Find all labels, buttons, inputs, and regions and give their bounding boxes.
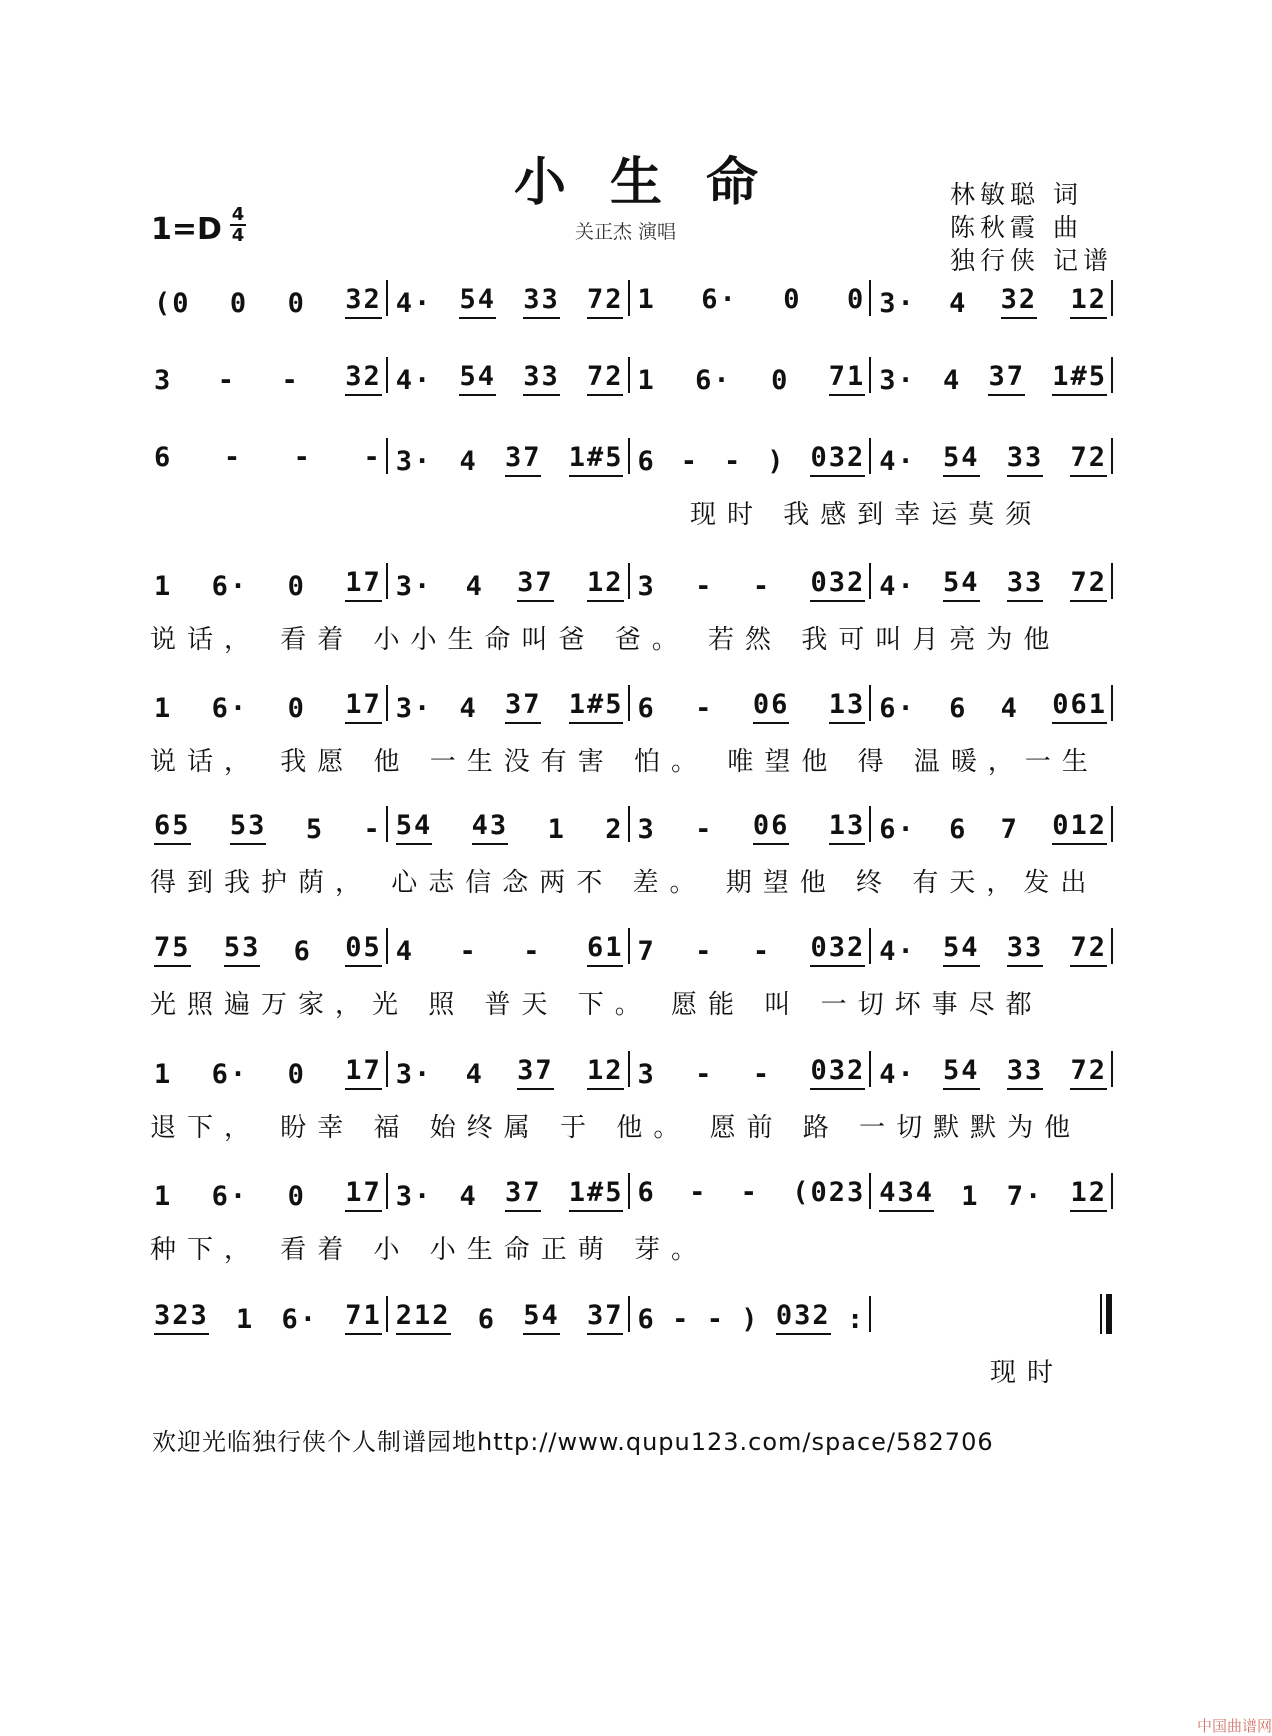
note-group: - [223,442,243,473]
bar-line [869,563,871,599]
bar-line [1111,1173,1113,1209]
note-group: - [695,936,714,967]
note-group: 0 [287,571,306,602]
measure [396,1300,624,1335]
note-group: 6· [211,571,249,602]
measure [396,284,624,319]
note-group: 37 [517,1055,554,1090]
bar-line [386,1173,388,1209]
note-group: ) [741,1304,760,1335]
note-group: 1#5 [569,689,624,724]
note-group: 1 [154,1181,173,1212]
composer-credit: 陈秋霞 曲 [950,213,1083,242]
note-group: 43 [472,810,509,845]
note-group: 65 [154,810,191,845]
note-group: 33 [523,284,560,319]
time-denominator: 4 [231,225,245,246]
note-group: 72 [587,284,624,319]
time-signature [228,205,248,245]
measure [638,284,866,315]
note-group: 012 [1052,810,1107,845]
note-group: 17 [345,567,382,602]
note-group: 37 [505,1177,542,1212]
score-title: 小生命 [513,152,802,213]
note-group: 4 [459,693,478,724]
bar-line [628,563,630,599]
measure [396,810,624,845]
note-group: 3· [879,288,916,319]
final-barline-thin [1100,1294,1102,1334]
bar-line [386,1296,388,1332]
note-group: - [695,1059,714,1090]
note-group: 4· [879,1059,916,1090]
bar-line [628,280,630,316]
bar-line [628,685,630,721]
measure [638,567,866,602]
note-group: 6· [695,365,732,396]
measure [638,1300,866,1335]
note-group: 323 [154,1300,209,1335]
note-group: 3 [637,1059,656,1090]
note-group: 0 [287,1181,306,1212]
note-group: 12 [587,567,624,602]
bar-line [869,1051,871,1087]
bar-line [386,357,388,393]
singer-credit: 关正杰 演唱 [575,221,677,243]
note-group: - [695,814,714,845]
bar-line [1111,685,1113,721]
note-group: 0 [771,365,790,396]
measure [638,361,866,396]
note-group: 54 [459,284,496,319]
measure [879,1177,1107,1212]
note-group: 0 [287,1059,306,1090]
site-watermark: 中国曲谱网 [1196,1717,1272,1735]
note-group: 37 [587,1300,624,1335]
lyricist-credit: 林敏聪 词 [950,180,1083,209]
note-group: 6· [211,1181,249,1212]
note-group: 0 [229,288,249,319]
note-group: 1#5 [1052,361,1107,396]
note-group: 33 [1007,1055,1044,1090]
note-group: 3 [637,814,656,845]
measure [638,1055,866,1090]
note-group: 6· [879,814,916,845]
note-group: (023 [792,1177,866,1208]
note-group: 1#5 [569,1177,624,1212]
bar-line [386,563,388,599]
bar-line [628,1173,630,1209]
note-group: 1 [547,814,566,845]
note-group: 6 [949,693,968,724]
note-group: 33 [1007,442,1044,477]
note-group: 1 [961,1181,980,1212]
note-group: 4 [395,936,415,967]
measure [638,442,866,477]
note-group: 05 [345,932,382,967]
lyric-line: 退下， 盼幸 福 始终属 于 他。 愿前 路 一切默默为他 [150,1113,1082,1143]
note-group: 71 [829,361,866,396]
measure [396,567,624,602]
note-group: 32 [345,284,382,319]
note-group: 4· [879,571,916,602]
note-group: 0 [287,693,306,724]
bar-line [628,806,630,842]
note-group: 2 [605,814,624,845]
measure [638,932,866,967]
measure [396,689,624,724]
note-group: - [723,446,743,477]
measure [879,567,1107,602]
note-group: 12 [587,1055,624,1090]
note-group: 32 [345,361,382,396]
measure [396,442,624,477]
measure [879,442,1107,477]
measure [638,689,866,724]
measure [154,689,382,724]
note-group: 37 [505,689,542,724]
bar-line [628,357,630,393]
note-group: 4· [395,365,433,396]
note-group: 3· [395,446,433,477]
note-group: 6 [293,936,312,967]
note-group: 0 [287,288,306,319]
note-group: - [680,446,699,477]
note-group: 1 [154,693,173,724]
note-group: 12 [1070,284,1107,319]
note-group: 54 [943,932,980,967]
note-group: : [846,1304,866,1335]
note-group: 3· [395,1181,433,1212]
note-group: 0 [783,284,802,315]
note-group: 54 [943,1055,980,1090]
note-group: 061 [1052,689,1107,724]
measure [396,1177,624,1212]
bar-line [386,438,388,474]
note-group: 54 [943,442,980,477]
note-group: 6· [211,693,249,724]
measure [638,810,866,845]
note-group: 13 [829,810,866,845]
note-group: 6 [637,446,656,477]
note-group: 1 [236,1304,255,1335]
note-group: 032 [810,442,865,477]
note-group: 54 [459,361,496,396]
note-group: - [752,1059,772,1090]
bar-line [386,685,388,721]
note-group: - [752,571,772,602]
note-group: 53 [224,932,261,967]
measure [154,361,382,396]
bar-line [1111,357,1113,393]
note-group: 7· [1006,1181,1044,1212]
note-group: 17 [345,689,382,724]
note-group: 12 [1070,1177,1107,1212]
footer-link-text[interactable]: 欢迎光临独行侠个人制谱园地http://www.qupu123.com/space/582706 [152,1428,994,1456]
note-group: - [695,693,714,724]
note-group: 3· [395,693,433,724]
note-group: 6· [211,1059,249,1090]
note-group: 6· [281,1304,318,1335]
measure [879,361,1107,396]
note-group: 4 [949,288,968,319]
note-group: 13 [829,689,866,724]
bar-line [1111,1051,1113,1087]
note-group: 72 [1070,567,1107,602]
measure [879,284,1107,319]
note-group: 1 [154,1059,173,1090]
note-group: 3 [637,571,656,602]
note-group: 33 [1007,567,1044,602]
note-group: 032 [810,567,865,602]
bar-line [869,280,871,316]
bar-line [386,928,388,964]
bar-line [628,438,630,474]
bar-line [1111,928,1113,964]
note-group: 4 [459,446,478,477]
bar-line [1111,806,1113,842]
note-group: 6 [154,442,173,473]
measure [154,442,382,473]
note-group: 5 [305,814,325,845]
lyric-line: 现时 我感到幸运莫须 [690,500,1043,530]
note-group: - [740,1177,759,1208]
measure [154,1300,382,1335]
bar-line [628,928,630,964]
lyric-line: 得到我护荫， 心志信念两不 差。 期望他 终 有天，发出 [150,868,1098,898]
bar-line [628,1051,630,1087]
bar-line [869,685,871,721]
bar-line [869,438,871,474]
measure [396,361,624,396]
note-group: 17 [345,1177,382,1212]
note-group: - [281,365,300,396]
note-group: 54 [523,1300,560,1335]
note-group: 33 [523,361,560,396]
note-group: 54 [943,567,980,602]
note-group: 37 [988,361,1025,396]
measure [879,1055,1107,1090]
note-group: 06 [753,810,790,845]
note-group: 032 [810,932,865,967]
note-group: 54 [396,810,433,845]
note-group: 3· [395,1059,433,1090]
note-group: - [672,1304,691,1335]
note-group: 032 [776,1300,831,1335]
measure [154,1055,382,1090]
note-group: 6 [477,1304,497,1335]
note-group: 0 [846,284,866,315]
key-signature: 1=D [151,212,222,247]
note-group: - [695,571,714,602]
measure [638,1177,866,1208]
note-group: 4· [879,936,916,967]
note-group: 72 [1070,1055,1107,1090]
note-group: 6 [637,1177,656,1208]
note-group: - [363,814,382,845]
note-group: 17 [345,1055,382,1090]
note-group: (0 [154,288,191,319]
note-group: 4· [879,446,916,477]
measure [154,567,382,602]
note-group: - [459,936,478,967]
note-group: 06 [753,689,790,724]
measure [879,810,1107,845]
note-group: 4 [459,1181,478,1212]
note-group: - [523,936,542,967]
note-group: 75 [154,932,191,967]
bar-line [386,1051,388,1087]
bar-line [869,1296,871,1332]
lyric-line: 光照遍万家，光 照 普天 下。 愿能 叫 一切坏事尽都 [150,990,1043,1020]
note-group: - [293,442,312,473]
note-group: 71 [345,1300,382,1335]
note-group: 61 [587,932,624,967]
lyric-line: 现时 [990,1358,1065,1388]
note-group: 32 [1001,284,1038,319]
bar-line [386,280,388,316]
transcriber-credit: 独行侠 记谱 [950,246,1113,275]
measure [154,284,382,319]
note-group: - [217,365,236,396]
note-group: 37 [517,567,554,602]
note-group: 6 [637,1304,656,1335]
note-group: 1#5 [569,442,624,477]
bar-line [628,1296,630,1332]
bar-line [869,806,871,842]
note-group: 6 [949,814,968,845]
lyric-line: 说话， 看着 小小生命叫爸 爸。 若然 我可叫月亮为他 [150,625,1061,655]
note-group: - [752,936,772,967]
note-group: 1 [154,571,173,602]
note-group: 6· [701,284,738,315]
measure [154,1177,382,1212]
bar-line [1111,563,1113,599]
bar-line [1111,280,1113,316]
note-group: 4 [1000,693,1019,724]
note-group: 4 [942,365,962,396]
note-group: 3· [879,365,916,396]
credits-block [950,178,1113,277]
note-group: 4 [465,571,484,602]
note-group: 53 [230,810,267,845]
note-group: 72 [1070,442,1107,477]
note-group: - [706,1304,725,1335]
measure [879,932,1107,967]
note-group: 7 [637,936,656,967]
note-group: 1 [637,365,656,396]
measure [396,1055,624,1090]
final-barline-thick [1106,1294,1112,1334]
note-group: 6 [637,693,656,724]
bar-line [386,806,388,842]
note-group: 72 [1070,932,1107,967]
note-group: 33 [1007,932,1044,967]
lyric-line: 说话， 我愿 他 一生没有害 怕。 唯望他 得 温暖，一生 [150,747,1099,777]
measure [879,689,1107,724]
measure [154,810,382,845]
note-group: ) [767,446,786,477]
measure [154,932,382,967]
note-group: 6· [879,693,916,724]
note-group: 37 [505,442,542,477]
note-group: 212 [396,1300,451,1335]
note-group: 032 [810,1055,865,1090]
bar-line [1111,438,1113,474]
bar-line [869,357,871,393]
note-group: - [363,442,382,473]
time-numerator: 4 [231,204,245,225]
note-group: 3 [154,365,173,396]
note-group: 3· [395,571,433,602]
note-group: 1 [637,284,656,315]
note-group: 7 [1000,814,1019,845]
note-group: 4 [465,1059,484,1090]
note-group: 4· [395,288,433,319]
note-group: 434 [879,1177,934,1212]
lyric-line: 种下， 看着 小 小生命正萌 芽。 [150,1235,709,1265]
note-group: 72 [587,361,624,396]
bar-line [869,928,871,964]
bar-line [869,1173,871,1209]
note-group: - [689,1177,708,1208]
measure [396,932,624,967]
